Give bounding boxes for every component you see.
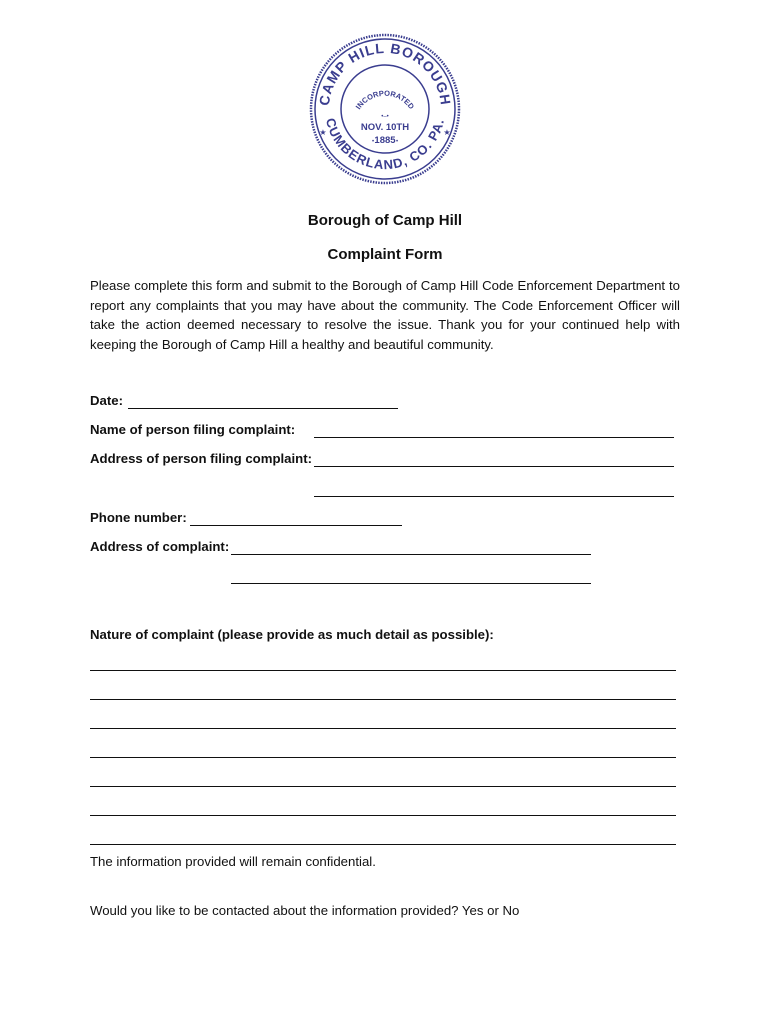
phone-field[interactable] bbox=[190, 509, 402, 527]
complaint-address-field-2[interactable] bbox=[231, 567, 591, 585]
nature-field-2[interactable] bbox=[90, 683, 676, 701]
nature-field-3[interactable] bbox=[90, 712, 676, 730]
name-label: Name of person filing complaint: bbox=[90, 422, 296, 437]
nature-field-4[interactable] bbox=[90, 741, 676, 759]
nature-field-1[interactable] bbox=[90, 654, 676, 672]
seal-date-text: NOV. 10TH bbox=[360, 122, 410, 133]
phone-label: Phone number: bbox=[90, 510, 187, 525]
nature-field-5[interactable] bbox=[90, 770, 676, 788]
date-field[interactable] bbox=[128, 392, 398, 410]
seal-bottom-text: CUMBERLAND, CO. PA. bbox=[322, 116, 448, 173]
contact-question: Would you like to be contacted about the information provided? Yes or No bbox=[90, 903, 520, 918]
svg-text:★: ★ bbox=[319, 128, 327, 137]
svg-text:INCORPORATED bbox=[354, 89, 417, 112]
svg-text:•: • bbox=[395, 139, 399, 145]
svg-text:•: • bbox=[371, 139, 375, 145]
intro-paragraph: Please complete this form and submit to the Borough of Camp Hill Code Enforcement Department to report any complaints that you may have about the community. The Code Enforcement Officer will take the action deemed necessary to resolve the issue. Thank you for your continued help with keeping the Borough of Camp Hill a healthy and beautiful community. bbox=[90, 278, 680, 352]
address-field-2[interactable] bbox=[314, 480, 674, 498]
svg-text:•–•: •–• bbox=[381, 114, 389, 120]
confidential-note: The information provided will remain confidential. bbox=[90, 854, 376, 869]
name-field[interactable] bbox=[314, 421, 674, 439]
address-field-1[interactable] bbox=[314, 450, 674, 468]
complaint-address-field-1[interactable] bbox=[231, 538, 591, 556]
seal-top-text: CAMP HILL BOROUGH bbox=[315, 39, 455, 107]
nature-label: Nature of complaint (please provide as much detail as possible): bbox=[90, 627, 494, 642]
nature-field-6[interactable] bbox=[90, 799, 676, 817]
seal-year-text: 1885 bbox=[374, 135, 396, 146]
date-label: Date: bbox=[90, 393, 123, 408]
svg-text:★: ★ bbox=[443, 128, 451, 137]
nature-field-7[interactable] bbox=[90, 828, 676, 846]
borough-title: Borough of Camp Hill bbox=[307, 212, 463, 229]
seal-incorporated-text: INCORPORATED bbox=[353, 88, 417, 111]
borough-seal bbox=[309, 33, 461, 185]
form-title: Complaint Form bbox=[327, 246, 443, 263]
address-label: Address of person filing complaint: bbox=[90, 451, 313, 466]
complaint-address-label: Address of complaint: bbox=[90, 539, 230, 554]
